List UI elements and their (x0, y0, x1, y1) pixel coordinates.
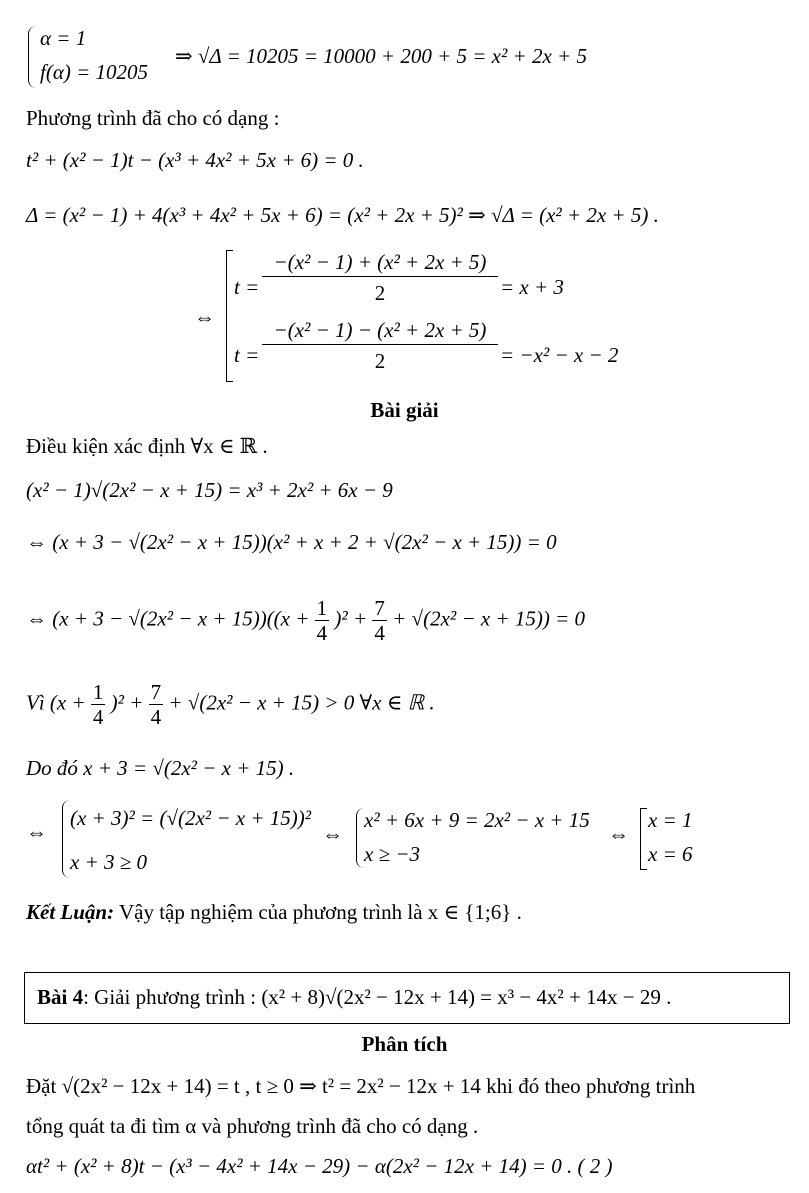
system-result: ⇒ √Δ = 10205 = 10000 + 200 + 5 = x² + 2x + 5 (175, 44, 587, 68)
t1-numerator: −(x² − 1) + (x² + 2x + 5) (262, 250, 498, 277)
final-system-1-line-1: (x + 3)² = (√(2x² − x + 15))² (70, 806, 312, 830)
problem-box (24, 972, 790, 1024)
solution-bracket (226, 250, 233, 382)
since-line (26, 680, 435, 729)
t2-numerator: −(x² − 1) − (x² + 2x + 5) (262, 318, 498, 345)
domain-condition: Điều kiện xác định ∀x ∈ ℝ . (26, 434, 268, 458)
final-system-2-line-1: x² + 6x + 9 = 2x² − x + 15 (364, 808, 590, 832)
fraction-1-4: $\frac{1}{4}$ (316, 596, 328, 646)
t1-denominator: 2 (374, 281, 386, 306)
since-part-a: Vì (x + (26, 690, 86, 715)
solution-x2: x = 6 (648, 842, 693, 866)
heading-bai-giai: Bài giải (370, 398, 439, 422)
since-fraction-1-4: $\frac{1}{4}$ (92, 680, 104, 730)
final-arrow-2: ⇔ (322, 822, 343, 846)
problem-statement (37, 985, 671, 1010)
final-system-2-line-2: x ≥ −3 (364, 842, 421, 866)
step-3-part-a: ⇔ (x + 3 − √(2x² − x + 15))((x + (26, 606, 310, 631)
t1-result: = x + 3 (500, 275, 564, 299)
step-3 (26, 596, 585, 645)
since-part-c: + √(2x² − x + 15) > 0 ∀x ∈ ℝ . (168, 690, 435, 715)
fraction-7-4: $\frac{7}{4}$ (374, 596, 385, 646)
equation-1: t² + (x² − 1)t − (x³ + 4x² + 5x + 6) = 0 . (26, 148, 364, 172)
since-fraction-7-4: $\frac{7}{4}$ (150, 680, 162, 730)
system-brace (28, 26, 37, 88)
t2-result: = −x² − x − 2 (500, 343, 619, 367)
system-line-1: α = 1 (40, 26, 87, 50)
equation-2: αt² + (x² + 8)t − (x³ − 4x² + 14x − 29) − α(2x² − 12x + 14) = 0 . ( 2 ) (26, 1154, 613, 1178)
step-2: ⇔ (x + 3 − √(2x² − x + 15))(x² + x + 2 + √(2x² − x + 15)) = 0 (26, 530, 557, 554)
intro-text: Phương trình đã cho có dạng : (26, 106, 280, 130)
t2-lhs: t = (234, 343, 260, 367)
heading-phan-tich: Phân tích (361, 1032, 448, 1056)
conclusion-text: Vậy tập nghiệm của phương trình là x ∈ {1;6} . (118, 900, 522, 924)
solution-x1: x = 1 (648, 808, 693, 832)
equation-delta: Δ = (x² − 1) + 4(x³ + 4x² + 5x + 6) = (x² + 2x + 5)² ⇒ √Δ = (x² + 2x + 5) . (26, 203, 659, 227)
final-arrow-1: ⇔ (26, 820, 47, 844)
substitution-line-1: Đặt √(2x² − 12x + 14) = t , t ≥ 0 ⇒ t² = 2x² − 12x + 14 khi đó theo phương trình (26, 1074, 696, 1098)
therefore-line: Do đó x + 3 = √(2x² − x + 15) . (26, 756, 295, 780)
t2-fraction (262, 318, 498, 373)
problem-label: Bài 4 (37, 985, 84, 1009)
step-3-part-b: )² + (334, 606, 368, 631)
final-system-1-line-2: x + 3 ≥ 0 (70, 850, 148, 874)
conclusion-line (26, 900, 522, 924)
equivalence-arrow: ⇔ (194, 305, 215, 329)
t1-lhs: t = (234, 275, 260, 299)
since-part-b: )² + (110, 690, 144, 715)
t2-denominator: 2 (374, 349, 386, 374)
problem-text: : Giải phương trình : (x² + 8)√(2x² − 12x + 14) = x³ − 4x² + 14x − 29 . (83, 985, 672, 1009)
t1-fraction (262, 250, 498, 305)
final-arrow-3: ⇔ (608, 822, 629, 846)
substitution-line-2: tổng quát ta đi tìm α và phương trình đã cho có dạng . (26, 1114, 479, 1138)
final-bracket-3 (640, 808, 647, 870)
step-1: (x² − 1)√(2x² − x + 15) = x³ + 2x² + 6x − 9 (26, 478, 393, 502)
conclusion-label: Kết Luận: (26, 900, 115, 924)
system-line-2: f(α) = 10205 (40, 60, 149, 84)
step-3-part-c: + √(2x² − x + 15)) = 0 (392, 606, 586, 631)
